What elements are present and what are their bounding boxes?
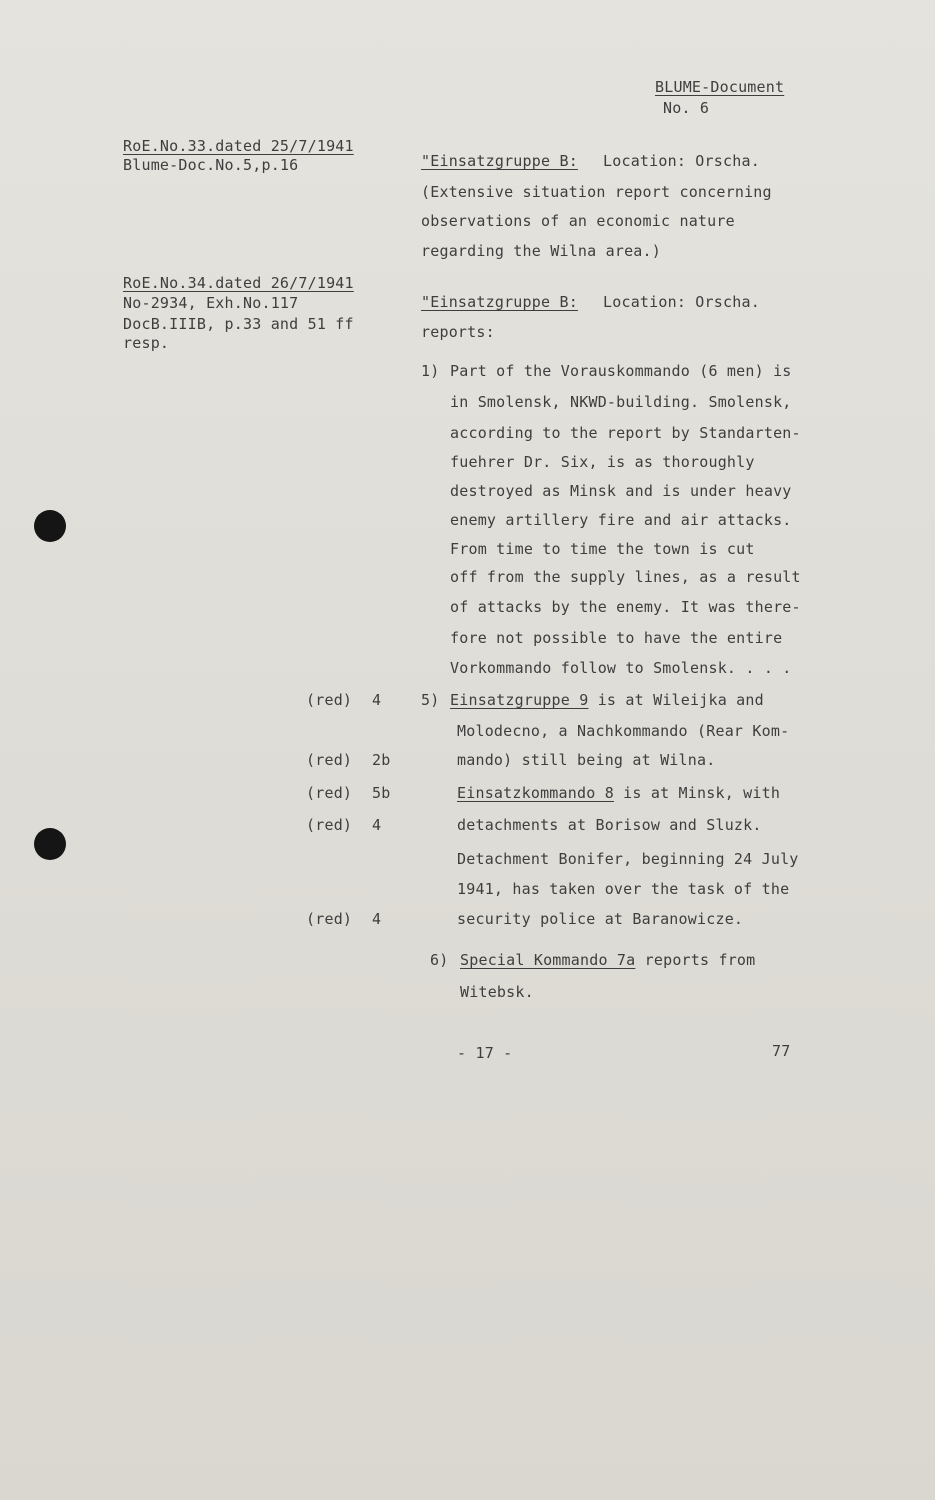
entry-1-line-2: observations of an economic nature [421, 212, 735, 230]
entry-2-reports: reports: [421, 323, 495, 341]
item-5-number: 5) [421, 691, 440, 709]
item-6-unit-name: Special Kommando 7a [460, 951, 636, 969]
item-1-line: enemy artillery fire and air attacks. [450, 511, 792, 529]
reference-2-line-1: RoE.No.34.dated 26/7/1941 [123, 274, 354, 292]
item-5-line-4-rest: is at Minsk, with [613, 784, 781, 802]
stamp-number: 77 [772, 1042, 791, 1060]
reference-1-line-1: RoE.No.33.dated 25/7/1941 [123, 137, 354, 155]
entry-1-location: Location: Orscha. [603, 152, 760, 170]
entry-2-location: Location: Orscha. [603, 293, 760, 311]
margin-note-number: 4 [372, 816, 382, 834]
margin-note-number: 2b [372, 751, 391, 769]
item-5-line-1-rest: is at Wileijka and [588, 691, 764, 709]
item-1-line: fore not possible to have the entire [450, 629, 783, 647]
item-5-line-3: mando) still being at Wilna. [457, 751, 716, 769]
item-6-number: 6) [430, 951, 449, 969]
punch-hole-lower [34, 828, 66, 860]
item-1-line: destroyed as Minsk and is under heavy [450, 482, 792, 500]
margin-note-label: (red) [306, 751, 353, 769]
item-5-line-2: Molodecno, a Nachkommando (Rear Kom- [457, 722, 790, 740]
entry-1-line-3: regarding the Wilna area.) [421, 242, 661, 260]
margin-note-number: 4 [372, 910, 382, 928]
item-6-line-1 [460, 950, 755, 970]
punch-hole-upper [34, 510, 66, 542]
document-title: BLUME-Document [655, 78, 785, 96]
item-1-line: according to the report by Standarten- [450, 424, 801, 442]
item-5-line-8: security police at Baranowicze. [457, 910, 744, 928]
item-1-line: fuehrer Dr. Six, is as thoroughly [450, 453, 755, 471]
item-5-unit-name-2: Einsatzkommando 8 [457, 784, 614, 802]
item-5-unit-name-1: Einsatzgruppe 9 [450, 691, 589, 709]
margin-note-number: 4 [372, 691, 382, 709]
item-5-line-6: Detachment Bonifer, beginning 24 July [457, 850, 799, 868]
item-6-line-1-rest: reports from [635, 951, 756, 969]
item-6-line-2: Witebsk. [460, 983, 534, 1001]
item-1-number: 1) [421, 362, 440, 380]
item-1-line: of attacks by the enemy. It was there- [450, 598, 801, 616]
reference-2-line-3: DocB.IIIB, p.33 and 51 ff [123, 315, 354, 333]
reference-1-line-2: Blume-Doc.No.5,p.16 [123, 156, 299, 174]
entry-1-line-1: (Extensive situation report concerning [421, 183, 772, 201]
margin-note-label: (red) [306, 816, 353, 834]
margin-note-label: (red) [306, 691, 353, 709]
item-5-line-5: detachments at Borisow and Sluzk. [457, 816, 762, 834]
entry-2-heading: "Einsatzgruppe B: [421, 293, 578, 311]
margin-note-label: (red) [306, 784, 353, 802]
item-5-line-7: 1941, has taken over the task of the [457, 880, 790, 898]
reference-2-line-2: No-2934, Exh.No.117 [123, 294, 299, 312]
item-1-line: Vorkommando follow to Smolensk. . . . [450, 659, 792, 677]
margin-note-label: (red) [306, 910, 353, 928]
item-1-line: in Smolensk, NKWD-building. Smolensk, [450, 393, 792, 411]
item-1-line: From time to time the town is cut [450, 540, 755, 558]
item-1-line: off from the supply lines, as a result [450, 568, 801, 586]
item-5-line-1 [450, 690, 764, 710]
document-number: No. 6 [663, 99, 710, 117]
reference-2-line-4: resp. [123, 334, 170, 352]
margin-note-number: 5b [372, 784, 391, 802]
item-5-line-4 [457, 783, 780, 803]
page-number: - 17 - [457, 1044, 513, 1062]
item-1-line: Part of the Vorauskommando (6 men) is [450, 362, 792, 380]
entry-1-heading: "Einsatzgruppe B: [421, 152, 578, 170]
